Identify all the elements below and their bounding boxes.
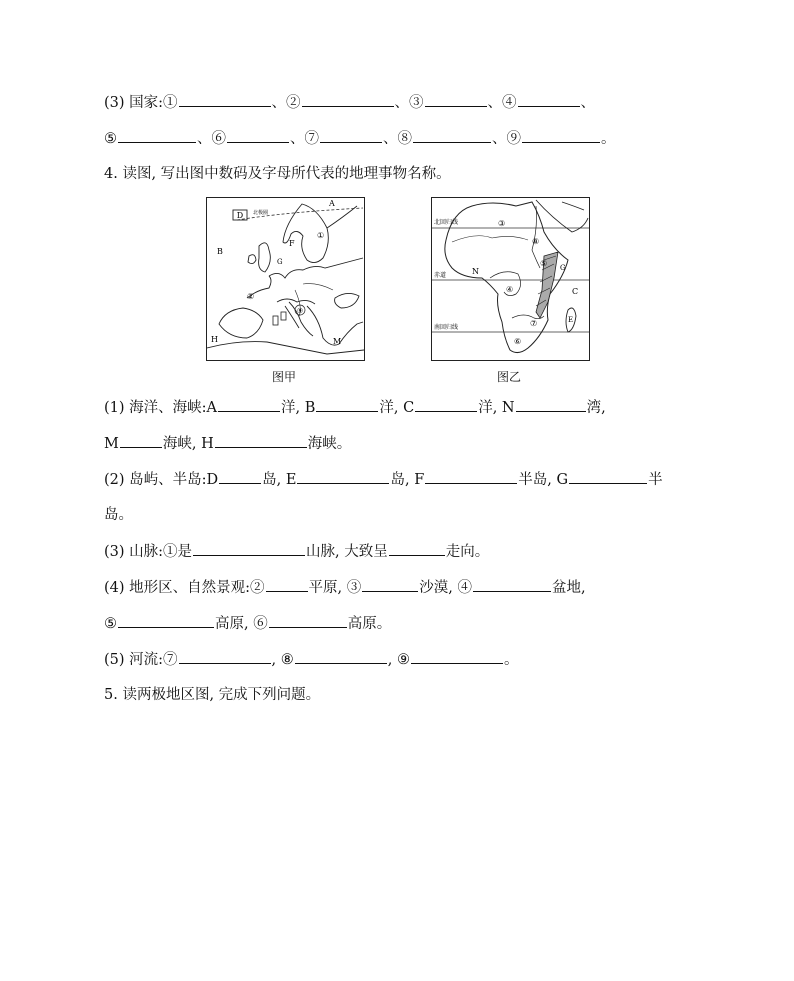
answer-blank[interactable] [219, 469, 261, 484]
africa-label-7: ⑦ [530, 319, 538, 328]
answer-blank[interactable] [425, 469, 517, 484]
q4-part4-line1: (4) 地形区、自然景观:② 平原, ③ 沙漠, ④ 盆地, [104, 577, 586, 598]
answer-blank[interactable] [413, 128, 491, 143]
q4-part4-line2: ⑤ 高原, ⑥ 高原。 [104, 613, 391, 634]
figure-europe-caption: 图甲 [272, 370, 297, 384]
answer-blank[interactable] [118, 128, 196, 143]
circled-1: ① [163, 95, 178, 111]
africa-label-4: ④ [506, 285, 514, 294]
q5-title: 5. 读两极地区图, 完成下列问题。 [104, 687, 321, 703]
q4-part5: (5) 河流:⑦ , ⑧ , ⑨ 。 [104, 649, 518, 670]
answer-blank[interactable] [297, 469, 389, 484]
africa-tropic-s-label: 南回归线 [434, 324, 459, 331]
europe-arctic-label: 北极圈 [253, 210, 269, 216]
british-isles [259, 243, 271, 272]
answer-blank[interactable] [518, 92, 580, 107]
answer-blank[interactable] [179, 649, 271, 664]
europe-label-9: ⑨ [296, 307, 304, 315]
answer-blank[interactable] [295, 649, 387, 664]
africa-label-6: ⑥ [514, 337, 522, 346]
africa-label-8: ⑧ [532, 237, 540, 246]
answer-blank[interactable] [193, 541, 305, 556]
europe-label-M: M [333, 337, 342, 346]
africa-equator-label: 赤道 [434, 272, 447, 279]
figure-europe-map [206, 197, 365, 361]
europe-label-H: H [211, 335, 218, 344]
q4-title: 4. 读图, 写出图中数码及字母所代表的地理事物名称。 [104, 166, 451, 182]
answer-blank[interactable] [227, 128, 289, 143]
answer-blank[interactable] [179, 92, 271, 107]
answer-blank[interactable] [425, 92, 487, 107]
europe-map-svg [207, 198, 364, 360]
answer-blank[interactable] [473, 577, 551, 592]
answer-blank[interactable] [118, 613, 214, 628]
q3-line2: ⑤ 、⑥ 、⑦ 、⑧ 、⑨ 。 [104, 128, 616, 149]
q3-prefix: (3) 国家: [104, 95, 164, 111]
africa-label-E: E [568, 316, 574, 324]
africa-tropic-n-label: 北回归线 [434, 219, 459, 226]
answer-blank[interactable] [215, 433, 307, 448]
q4-part2-line1: (2) 岛屿、半岛:D 岛, E 岛, F 半岛, G 半 [104, 469, 663, 490]
europe-label-D: D [236, 211, 244, 220]
answer-blank[interactable] [516, 397, 586, 412]
europe-label-2: ② [247, 292, 255, 301]
africa-label-5: ⑤ [540, 259, 548, 268]
europe-label-B: B [217, 247, 223, 256]
answer-blank[interactable] [522, 128, 600, 143]
answer-blank[interactable] [120, 433, 162, 448]
europe-label-1: ① [317, 231, 325, 240]
q4-part3: (3) 山脉:①是 山脉, 大致呈 走向。 [104, 541, 489, 562]
answer-blank[interactable] [302, 92, 394, 107]
q3-line1: (3) 国家:① 、② 、③ 、④ 、 [104, 92, 595, 113]
answer-blank[interactable] [316, 397, 378, 412]
africa-label-G: G [560, 264, 566, 272]
answer-blank[interactable] [269, 613, 347, 628]
answer-blank[interactable] [415, 397, 477, 412]
answer-blank[interactable] [218, 397, 280, 412]
iberian-peninsula [219, 308, 263, 338]
africa-label-C: C [572, 287, 579, 296]
europe-label-F: F [289, 239, 295, 248]
q4-part2-line2: 岛。 [104, 507, 133, 523]
figure-africa-caption: 图乙 [497, 370, 522, 384]
africa-map-svg [432, 198, 589, 360]
africa-label-3: ③ [498, 219, 506, 228]
answer-blank[interactable] [320, 128, 382, 143]
answer-blank[interactable] [569, 469, 647, 484]
answer-blank[interactable] [389, 541, 445, 556]
answer-blank[interactable] [266, 577, 308, 592]
q4-part1-line2: M 海峡, H 海峡。 [104, 433, 351, 454]
answer-blank[interactable] [362, 577, 418, 592]
answer-blank[interactable] [411, 649, 503, 664]
africa-label-N: N [472, 267, 479, 276]
europe-label-G: G [277, 258, 283, 266]
figure-africa-map [431, 197, 590, 361]
q4-part1-line1: (1) 海洋、海峡:A 洋, B 洋, C 洋, N 湾, [104, 397, 606, 418]
europe-label-A: A [329, 199, 335, 208]
